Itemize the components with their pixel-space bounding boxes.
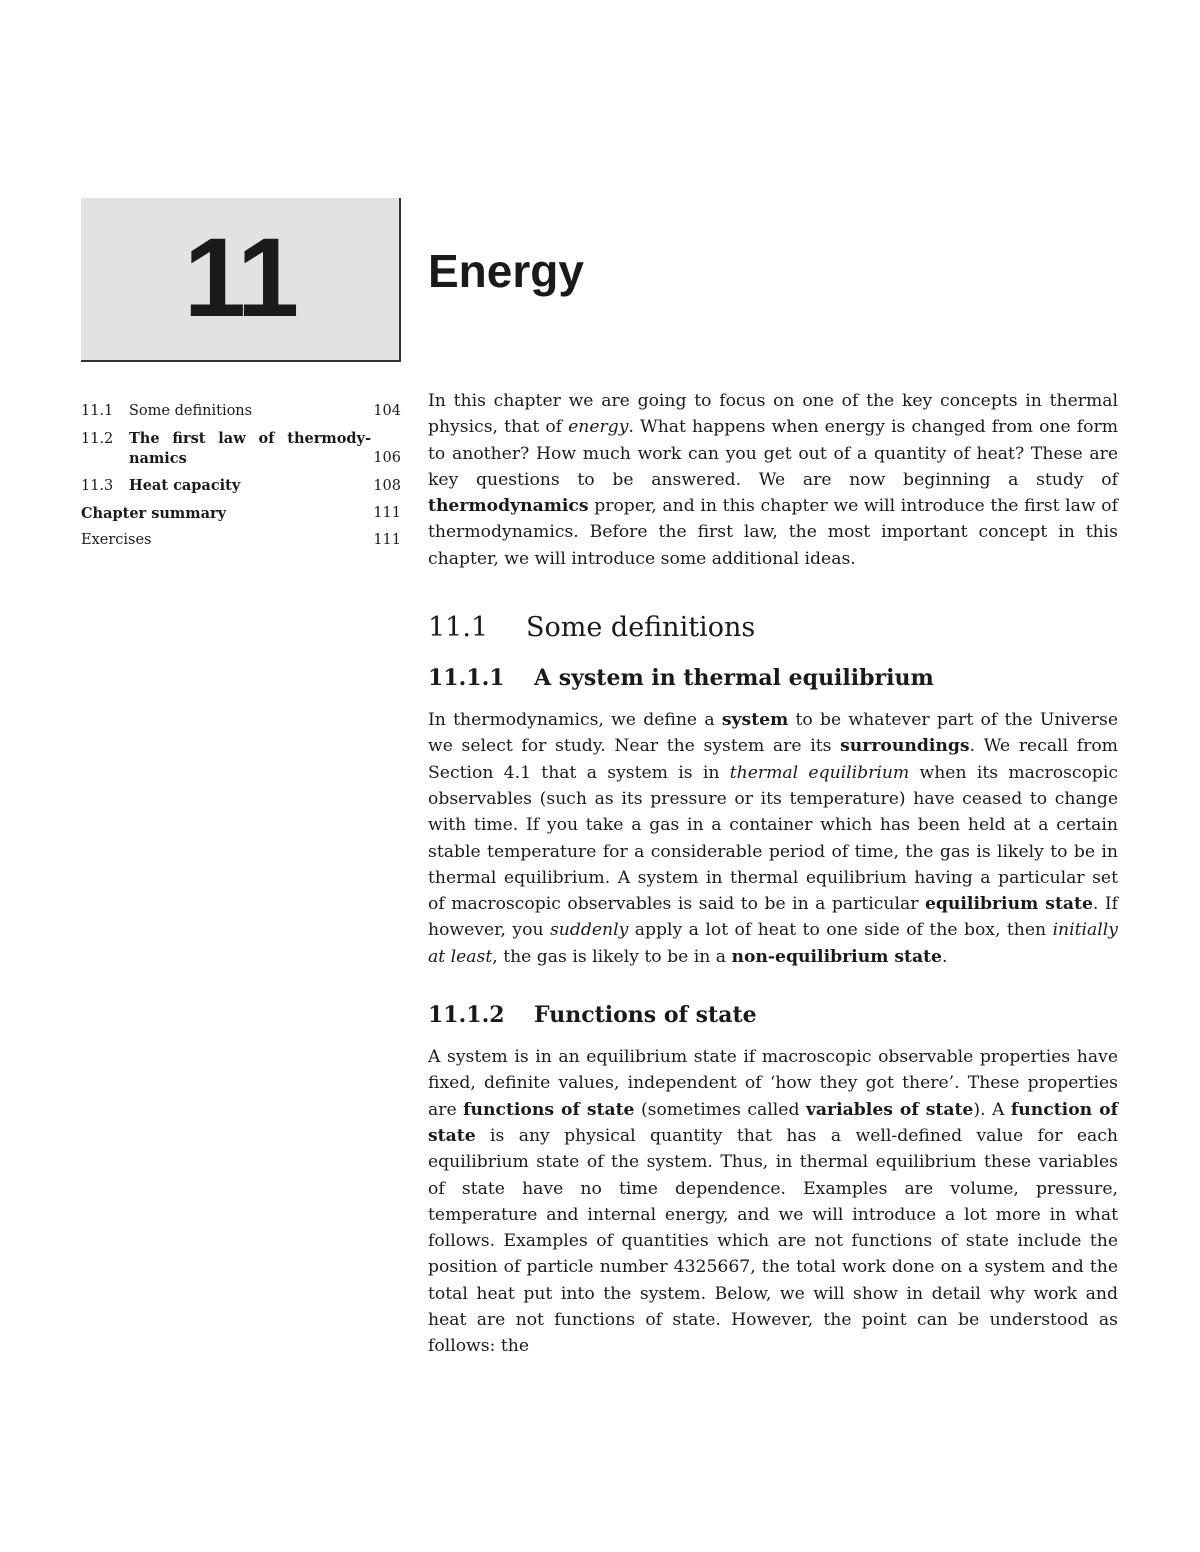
toc-entry-page: 111 (373, 505, 401, 521)
toc-entry-label: The first law of thermody- namics (129, 430, 371, 467)
intro-paragraph: In this chapter we are going to focus on one of the key concepts in thermal physics, that of energy. What happens when energy is changed from one form to another? How much work can you get out of a quantity of heat? These are key questions to be answered. We are now beginning a study of thermodynamics proper, and in this chapter we will introduce the first law of thermodynamics. Before the first law, the most important concept in this chapter, we will introduce some additional ideas. (428, 391, 1118, 569)
subsection-heading: 11.1.2 Functions of state (428, 1002, 757, 1029)
toc-entry-page: 108 (373, 478, 401, 494)
toc-entry-page: 106 (373, 450, 401, 466)
chapter-contents (81, 402, 401, 558)
toc-entry-label: Exercises (81, 532, 152, 548)
toc-entry (81, 476, 401, 496)
toc-entry (81, 531, 401, 550)
paragraph-functions-of-state: A system is in an equilibrium state if macroscopic observable properties have fixed, definite values, independent of ‘how they got there’. These properties are functions of state (sometimes called variables of state). A function of state is any physical quantity that has a well-defined value for each equilibrium state of the system. Thus, in thermal equilibrium these variables of state have no time dependence. Examples are volume, pressure, temperature and internal energy, and we will introduce a lot more in what follows. Examples of quantities which are not functions of state include the position of particle number 4325667, the total work done on a system and the total heat put into the system. Below, we will show in detail why work and heat are not functions of state. However, the point can be understood as follows: the (428, 1047, 1118, 1357)
chapter-title: Energy (428, 245, 584, 297)
toc-entry-page: 111 (373, 532, 401, 548)
main-text (428, 388, 1118, 1360)
toc-entry-number: 11.2 (81, 431, 114, 447)
section-heading: 11.1 Some definitions (428, 612, 756, 644)
chapter-number: 11 (183, 215, 297, 340)
toc-entry-page: 104 (373, 403, 401, 419)
toc-entry-number: 11.3 (81, 478, 114, 494)
paragraph-thermal-equilibrium: In thermodynamics, we define a system to be whatever part of the Universe we select for study. Near the system are its surroundings. We recall from Section 4.1 that a system is in thermal equilibrium when its macroscopic observables (such as its pressure or its temperature) have ceased to change with time. If you take a gas in a container which has been held at a certain stable temperature for a considerable period of time, the gas is likely to be in thermal equilibrium. A system in thermal equilibrium having a particular set of macroscopic observables is said to be in a particular equilibrium state. If however, you suddenly apply a lot of heat to one side of the box, then initially at least, the gas is likely to be in a non-equilibrium state. (428, 710, 1119, 967)
toc-entry-label: Some definitions (129, 403, 253, 419)
subsection-heading: 11.1.1 A system in thermal equilibrium (428, 665, 934, 692)
chapter-header-rule (399, 198, 401, 362)
toc-entry-number: 11.1 (81, 403, 114, 419)
toc-entry-label: Heat capacity (129, 477, 241, 494)
toc-entry-label: Chapter summary (81, 505, 227, 522)
toc-entry (81, 504, 401, 523)
toc-entry (81, 402, 401, 421)
toc-entry (81, 429, 401, 468)
